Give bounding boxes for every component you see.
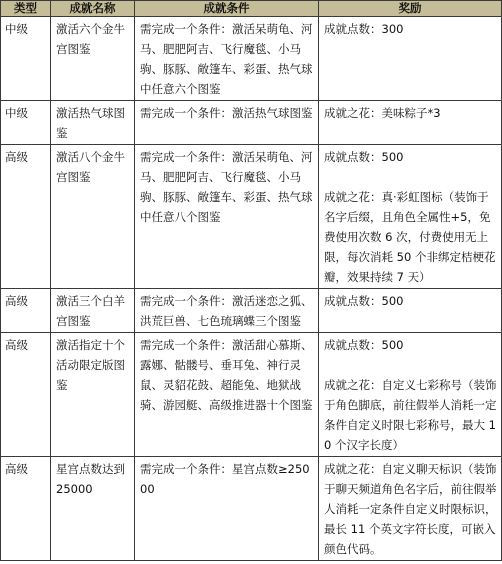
condition-cell: 需完成一个条件：激活热气球图鉴 <box>135 101 319 145</box>
reward-flower: 成就之花：真·彩虹图标（装饰于名字后缀，且角色全属性+5，免费使用次数 6 次，付费使用无上限，每次消耗 50 个非绑定桔梗花瓣，效果持续 7 天） <box>324 190 496 284</box>
header-reward: 奖励 <box>319 1 502 17</box>
header-type: 类型 <box>1 1 51 17</box>
type-cell: 中级 <box>1 101 51 145</box>
reward-cell <box>319 289 502 333</box>
table-row <box>1 145 502 289</box>
reward-cell <box>319 145 502 289</box>
type-cell: 高级 <box>1 457 51 561</box>
reward-cell <box>319 333 502 457</box>
type-cell: 高级 <box>1 289 51 333</box>
condition-cell: 需完成一个条件：激活甜心慕斯、露娜、骷髅号、垂耳兔、神行灵鼠、灵貂花鼓、超能兔、地狱战骑、游园艇、高级推进器十个图鉴 <box>135 333 319 457</box>
reward-points: 成就点数：300 <box>324 22 404 36</box>
table-row <box>1 333 502 457</box>
reward-points: 成就点数：500 <box>324 338 404 352</box>
reward-cell <box>319 17 502 101</box>
name-cell: 星宫点数达到 25000 <box>51 457 135 561</box>
name-cell: 激活指定十个活动限定版图鉴 <box>51 333 135 457</box>
name-cell: 激活三个白羊宫图鉴 <box>51 289 135 333</box>
condition-cell: 需完成一个条件：激活呆萌龟、河马、肥肥阿吉、飞行魔毯、小马驹、豚豚、敞篷车、彩蛋、热气球中任意六个图鉴 <box>135 17 319 101</box>
reward-points: 成就点数：500 <box>324 294 404 308</box>
type-cell: 中级 <box>1 17 51 101</box>
reward-cell <box>319 457 502 561</box>
condition-cell: 需完成一个条件：星宫点数≥25000 <box>135 457 319 561</box>
reward-flower: 成就之花：美味粽子*3 <box>324 106 441 120</box>
reward-flower: 成就之花：自定义七彩称号（装饰于角色脚底，前往假举人消耗一定条件自定义时限七彩称号，最大 10 个汉字长度） <box>324 378 497 452</box>
table-header-row <box>1 1 502 17</box>
header-name: 成就名称 <box>51 1 135 17</box>
type-cell: 高级 <box>1 333 51 457</box>
name-cell: 激活热气球图鉴 <box>51 101 135 145</box>
table-row <box>1 457 502 561</box>
reward-flower: 成就之花：自定义聊天标识（装饰于聊天频道角色名字后，前往假举人消耗一定条件自定义时限标识，最长 11 个英文字符长度，可嵌入颜色代码。 <box>324 462 497 556</box>
condition-cell: 需完成一个条件：激活呆萌龟、河马、肥肥阿吉、飞行魔毯、小马驹、豚豚、敞篷车、彩蛋、热气球中任意八个图鉴 <box>135 145 319 289</box>
name-cell: 激活八个金牛宫图鉴 <box>51 145 135 289</box>
condition-cell: 需完成一个条件：激活迷恋之狐、洪荒巨兽、七色琉璃蝶三个图鉴 <box>135 289 319 333</box>
table-row <box>1 289 502 333</box>
table-row <box>1 17 502 101</box>
header-condition: 成就条件 <box>135 1 319 17</box>
reward-points: 成就点数：500 <box>324 150 404 164</box>
name-cell: 激活六个金牛宫图鉴 <box>51 17 135 101</box>
table-row <box>1 101 502 145</box>
reward-cell <box>319 101 502 145</box>
type-cell: 高级 <box>1 145 51 289</box>
